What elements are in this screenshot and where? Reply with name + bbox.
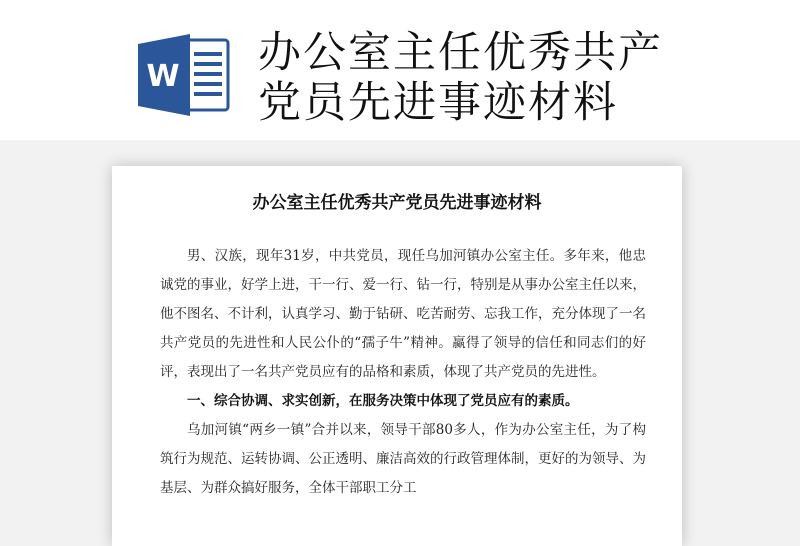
page-title xyxy=(258,28,718,128)
section-heading-1: 一、综合协调、求实创新，在服务决策中体现了党员应有的素质。 xyxy=(187,393,579,409)
document-body xyxy=(160,242,646,503)
word-icon-letter: W xyxy=(146,59,180,94)
header-banner xyxy=(0,0,800,140)
paragraph-intro: 男、汉族，现年31岁，中共党员，现任乌加河镇办公室主任。多年来，他忠诚党的事业，好学上进，干一行、爱一行、钻一行，特别是从事办公室主任以来，他不图名、不计利，认真学习、勤于钻研、吃苦耐劳、忘我工作，充分体现了一名共产党员的先进性和人民公仆的“孺子牛”精神。赢得了领导的信任和同志们的好评，表现出了一名共产党员应有的品格和素质，体现了共产党员的先进性。 xyxy=(160,248,646,380)
paragraph-section-1: 乌加河镇“两乡一镇”合并以来，领导干部80多人，作为办公室主任，为了构筑行为规范、运转协调、公正透明、廉洁高效的行政管理体制，更好的为领导、为基层、为群众搞好服务，全体干部职工分工 xyxy=(160,422,646,496)
document-heading: 办公室主任优秀共产党员先进事迹材料 xyxy=(252,193,542,213)
title-line-1: 办公室主任优秀共产 xyxy=(258,28,663,78)
document-page xyxy=(112,166,682,546)
word-icon xyxy=(138,34,230,116)
title-line-2: 党员先进事迹材料 xyxy=(258,78,618,128)
